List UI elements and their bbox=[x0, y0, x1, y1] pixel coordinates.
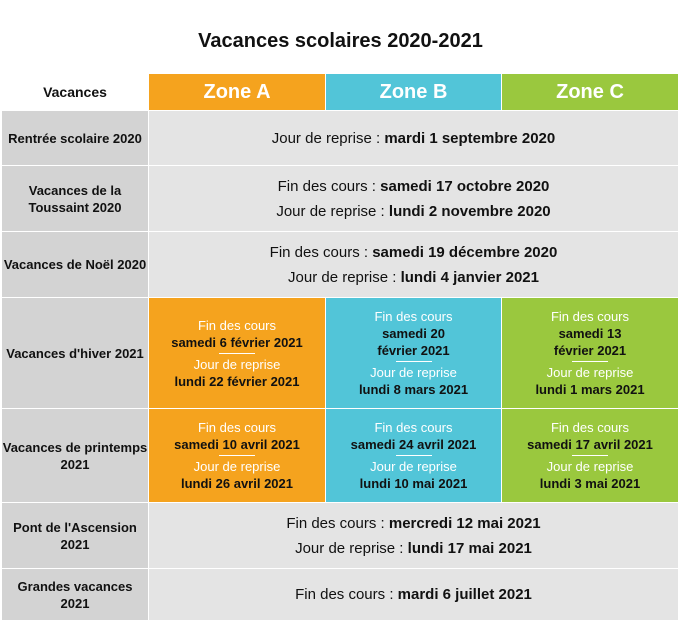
separator bbox=[219, 353, 255, 354]
fin-date: samedi 17 octobre 2020 bbox=[380, 177, 550, 195]
fin-label: Fin des cours : bbox=[295, 586, 398, 603]
fin-label: Fin des cours : bbox=[269, 243, 373, 261]
reprise-label: Jour de reprise bbox=[370, 459, 457, 474]
fin-label: Fin des cours bbox=[550, 420, 630, 435]
reprise-date: lundi 1 mars 2021 bbox=[535, 382, 645, 397]
reprise-date: lundi 17 mai 2021 bbox=[407, 539, 532, 557]
reprise-date: lundi 22 février 2021 bbox=[174, 373, 300, 389]
row-label: Vacances de Noël 2020 bbox=[2, 232, 149, 298]
common-cell bbox=[149, 166, 679, 232]
reprise-label: Jour de reprise : bbox=[276, 202, 389, 220]
reprise-label: Jour de reprise bbox=[193, 459, 281, 474]
fin-date: samedi 10 avril 2021 bbox=[174, 437, 300, 452]
fin-line bbox=[149, 582, 678, 607]
reprise-label: Jour de reprise : bbox=[295, 539, 408, 557]
zone-c-cell bbox=[502, 409, 679, 503]
header-corner: Vacances bbox=[2, 74, 149, 111]
separator bbox=[572, 455, 608, 456]
fin-label: Fin des cours bbox=[197, 420, 277, 435]
row-printemps bbox=[2, 409, 679, 503]
row-noel bbox=[2, 232, 679, 298]
reprise-label: Jour de reprise : bbox=[271, 129, 385, 147]
row-label: Vacances d'hiver 2021 bbox=[2, 298, 149, 409]
fin-label: Fin des cours bbox=[374, 309, 453, 324]
fin-date: mercredi 12 mai 2021 bbox=[388, 514, 541, 532]
reprise-date: mardi 1 septembre 2020 bbox=[384, 129, 556, 147]
reprise-date: lundi 26 avril 2021 bbox=[180, 476, 293, 491]
reprise-date: lundi 4 janvier 2021 bbox=[400, 268, 539, 286]
reprise-date: lundi 3 mai 2021 bbox=[539, 476, 641, 491]
reprise-line bbox=[149, 265, 678, 290]
fin-line bbox=[149, 174, 678, 199]
header-row bbox=[2, 74, 679, 111]
row-hiver bbox=[2, 298, 679, 409]
common-cell bbox=[149, 111, 679, 166]
separator bbox=[219, 455, 255, 456]
reprise-date: lundi 10 mai 2021 bbox=[359, 476, 468, 491]
fin-label: Fin des cours : bbox=[277, 177, 381, 195]
reprise-label: Jour de reprise : bbox=[288, 268, 401, 286]
separator bbox=[396, 361, 432, 362]
fin-date: mardi 6 juillet 2021 bbox=[397, 586, 532, 603]
reprise-line bbox=[149, 536, 678, 561]
common-cell bbox=[149, 503, 679, 569]
zone-c-cell bbox=[502, 298, 679, 409]
zone-b-cell bbox=[326, 409, 502, 503]
reprise-label: Jour de reprise bbox=[370, 365, 457, 380]
row-toussaint bbox=[2, 166, 679, 232]
row-grandes bbox=[2, 569, 679, 621]
zone-a-cell bbox=[149, 409, 326, 503]
reprise-label: Jour de reprise bbox=[546, 459, 634, 474]
fin-line bbox=[149, 511, 678, 536]
fin-date: samedi 6 février 2021 bbox=[171, 334, 303, 350]
fin-date: samedi 24 avril 2021 bbox=[350, 437, 477, 452]
fin-date: samedi 20 février 2021 bbox=[377, 326, 450, 358]
fin-line bbox=[149, 240, 678, 265]
separator bbox=[572, 361, 608, 362]
fin-date: samedi 19 décembre 2020 bbox=[372, 243, 558, 261]
fin-date: samedi 17 avril 2021 bbox=[527, 437, 653, 452]
page-title: Vacances scolaires 2020-2021 bbox=[198, 30, 483, 52]
separator bbox=[396, 455, 432, 456]
row-label: Grandes vacances 2021 bbox=[2, 569, 149, 621]
row-label: Pont de l'Ascension 2021 bbox=[2, 503, 149, 569]
zone-a-header: Zone A bbox=[149, 74, 326, 111]
zone-a-cell bbox=[149, 298, 326, 409]
zone-c-header: Zone C bbox=[502, 74, 679, 111]
reprise-date: lundi 2 novembre 2020 bbox=[388, 202, 551, 220]
zone-b-cell bbox=[326, 298, 502, 409]
common-cell bbox=[149, 569, 679, 621]
zone-b-header: Zone B bbox=[326, 74, 502, 111]
holiday-table bbox=[1, 73, 679, 621]
fin-label: Fin des cours bbox=[374, 420, 453, 435]
row-label: Vacances de printemps 2021 bbox=[2, 409, 149, 503]
row-label: Vacances de la Toussaint 2020 bbox=[2, 166, 149, 232]
reprise-date: lundi 8 mars 2021 bbox=[358, 382, 469, 397]
row-ascension bbox=[2, 503, 679, 569]
reprise-label: Jour de reprise bbox=[193, 356, 281, 372]
row-label: Rentrée scolaire 2020 bbox=[2, 111, 149, 166]
fin-label: Fin des cours bbox=[550, 309, 630, 324]
fin-label: Fin des cours bbox=[197, 317, 277, 333]
common-cell bbox=[149, 232, 679, 298]
row-rentree bbox=[2, 111, 679, 166]
fin-date: samedi 13 février 2021 bbox=[553, 326, 627, 358]
reprise-label: Jour de reprise bbox=[546, 365, 634, 380]
reprise-line bbox=[149, 199, 678, 224]
reprise-line bbox=[149, 126, 678, 151]
fin-label: Fin des cours : bbox=[286, 514, 389, 532]
